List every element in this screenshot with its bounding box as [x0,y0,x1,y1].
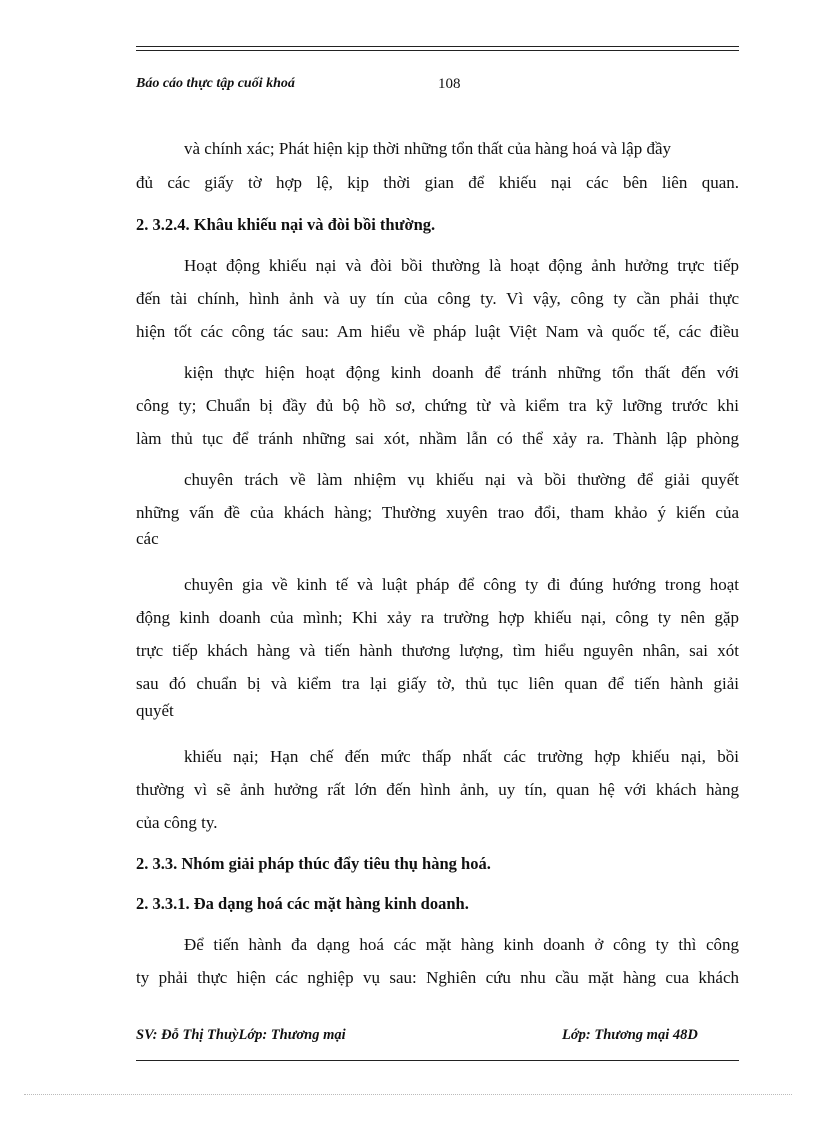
text-line: công ty; Chuẩn bị đầy đủ bộ hồ sơ, chứng từ và kiểm tra kỹ lưỡng trước khi [136,396,739,415]
text-line: Để tiến hành đa dạng hoá các mặt hàng kinh doanh ở công ty thì công [184,935,739,954]
text-line: làm thủ tục để tránh những sai xót, nhầm lẫn có thể xảy ra. Thành lập phòng [136,429,739,448]
header-title: Báo cáo thực tập cuối khoá [136,76,295,91]
text-line: các [136,529,159,548]
text-line: ty phải thực hiện các nghiệp vụ sau: Nghiên cứu nhu cầu mặt hàng cua khách [136,968,739,987]
section-heading-3-3-1: 2. 3.3.1. Đa dạng hoá các mặt hàng kinh doanh. [136,894,469,913]
text-line: thường vì sẽ ảnh hưởng rất lớn đến hình ảnh, uy tín, quan hệ với khách hàng [136,780,739,799]
page-edge-divider [24,1094,792,1095]
text-line: chuyên trách về làm nhiệm vụ khiếu nại và bồi thường để giải quyết [184,470,739,489]
footer-class: Lớp: Thương mại 48D [562,1027,698,1043]
text-line: Hoạt động khiếu nại và đòi bồi thường là hoạt động ảnh hưởng trực tiếp [184,256,739,275]
header-double-rule [136,46,739,51]
text-line: quyết [136,701,174,720]
text-line: đủ các giấy tờ hợp lệ, kịp thời gian để khiếu nại các bên liên quan. [136,173,739,192]
footer-student: SV: Đỗ Thị ThuỳLớp: Thương mại [136,1027,346,1043]
text-line: hiện tốt các công tác sau: Am hiểu về pháp luật Việt Nam và quốc tế, các điều [136,322,739,341]
text-line: những vấn đề của khách hàng; Thường xuyên trao đổi, tham khảo ý kiến của [136,503,739,522]
text-line: và chính xác; Phát hiện kịp thời những tổn thất của hàng hoá và lập đầy [184,139,671,158]
footer-rule [136,1060,739,1061]
page-footer [136,1027,739,1049]
section-heading-3-2-4: 2. 3.2.4. Khâu khiếu nại và đòi bồi thường. [136,215,436,234]
page-header [136,76,739,98]
text-line: động kinh doanh của mình; Khi xảy ra trường hợp khiếu nại, công ty nên gặp [136,608,739,627]
text-line: của công ty. [136,813,218,832]
text-line: kiện thực hiện hoạt động kinh doanh để tránh những tổn thất đến với [184,363,739,382]
text-line: sau đó chuẩn bị và kiểm tra lại giấy tờ, thủ tục liên quan để tiến hành giải [136,674,739,693]
text-line: chuyên gia về kinh tế và luật pháp để công ty đi đúng hướng trong hoạt [184,575,739,594]
text-line: khiếu nại; Hạn chế đến mức thấp nhất các trường hợp khiếu nại, bồi [184,747,739,766]
page-number: 108 [438,76,461,92]
text-line: đến tài chính, hình ảnh và uy tín của công ty. Vì vậy, công ty cần phải thực [136,289,739,308]
section-heading-3-3: 2. 3.3. Nhóm giải pháp thúc đẩy tiêu thụ hàng hoá. [136,854,491,873]
text-line: trực tiếp khách hàng và tiến hành thương lượng, tìm hiểu nguyên nhân, sai xót [136,641,739,660]
